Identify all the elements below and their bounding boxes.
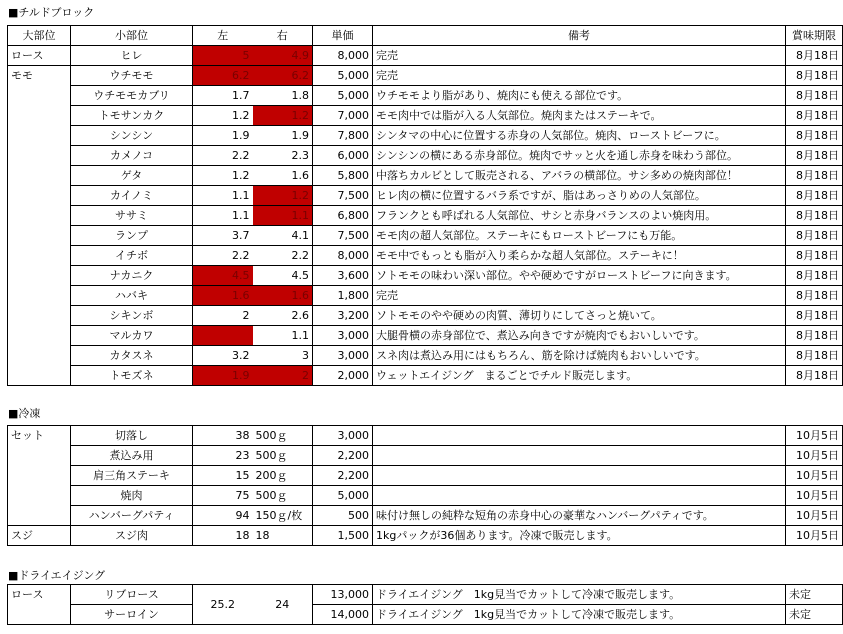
expiry-cell: 未定	[786, 605, 843, 625]
minor-part-cell: シキンボ	[71, 306, 193, 326]
major-part-cell: セット	[8, 426, 71, 446]
pack-size-cell: 150ｇ/枚	[253, 506, 313, 526]
chilled-section-title: ■チルドブロック	[8, 6, 95, 19]
chilled-table	[7, 25, 843, 386]
unit-price-cell: 2,200	[313, 446, 373, 466]
left-weight-cell	[193, 326, 253, 346]
minor-part-cell: トモズネ	[71, 366, 193, 386]
right-weight-cell: 1.8	[253, 86, 313, 106]
left-weight-cell: 1.2	[193, 166, 253, 186]
pack-size-cell: 18	[253, 526, 313, 546]
unit-price-cell: 500	[313, 506, 373, 526]
pack-size-cell: 500ｇ	[253, 446, 313, 466]
expiry-cell: 8月18日	[786, 66, 843, 86]
left-weight-cell: 2.2	[193, 146, 253, 166]
header-major: 大部位	[8, 26, 71, 46]
count-cell: 94	[193, 506, 253, 526]
notes-cell	[373, 426, 786, 446]
minor-part-cell: トモサンカク	[71, 106, 193, 126]
notes-cell: 完売	[373, 66, 786, 86]
right-weight-cell: 4.1	[253, 226, 313, 246]
major-part-cell	[8, 266, 71, 286]
header-expiry: 賞味期限	[786, 26, 843, 46]
table-row	[8, 66, 843, 86]
notes-cell: ウチモモより脂があり、焼肉にも使える部位です。	[373, 86, 786, 106]
expiry-cell: 8月18日	[786, 246, 843, 266]
header-minor: 小部位	[71, 26, 193, 46]
expiry-cell: 8月18日	[786, 166, 843, 186]
notes-cell: フランクとも呼ばれる人気部位、サシと赤身バランスのよい焼肉用。	[373, 206, 786, 226]
notes-cell: ドライエイジング 1kg見当でカットして冷凍で販売します。	[373, 605, 786, 625]
unit-price-cell: 3,200	[313, 306, 373, 326]
expiry-cell: 8月18日	[786, 306, 843, 326]
minor-part-cell: ハバキ	[71, 286, 193, 306]
pack-size-cell: 500ｇ	[253, 426, 313, 446]
table-row	[8, 366, 843, 386]
major-part-cell	[8, 286, 71, 306]
table-row	[8, 605, 843, 625]
right-weight-cell: 2.6	[253, 306, 313, 326]
dry-table	[7, 584, 843, 625]
major-part-cell	[8, 346, 71, 366]
table-row	[8, 326, 843, 346]
notes-cell: 大腿骨横の赤身部位で、煮込み向きですが焼肉でもおいしいです。	[373, 326, 786, 346]
major-part-cell	[8, 106, 71, 126]
notes-cell: ヒレ肉の横に位置するバラ系ですが、脂はあっさりめの人気部位。	[373, 186, 786, 206]
right-weight-cell: 4.9	[253, 46, 313, 66]
table-row	[8, 426, 843, 446]
unit-price-cell: 5,000	[313, 66, 373, 86]
right-weight-cell: 1.1	[253, 206, 313, 226]
table-row	[8, 226, 843, 246]
major-part-cell	[8, 486, 71, 506]
minor-part-cell: サーロイン	[71, 605, 193, 625]
unit-price-cell: 1,800	[313, 286, 373, 306]
unit-price-cell: 7,800	[313, 126, 373, 146]
left-weight-cell: 2.2	[193, 246, 253, 266]
table-row	[8, 46, 843, 66]
minor-part-cell: カメノコ	[71, 146, 193, 166]
minor-part-cell: ゲタ	[71, 166, 193, 186]
minor-part-cell: 煮込み用	[71, 446, 193, 466]
major-part-cell	[8, 86, 71, 106]
major-part-cell	[8, 605, 71, 625]
header-right: 右	[253, 26, 313, 46]
minor-part-cell: 肩三角ステーキ	[71, 466, 193, 486]
right-weight-cell: 2.3	[253, 146, 313, 166]
table-row	[8, 286, 843, 306]
notes-cell	[373, 466, 786, 486]
left-weight-cell: 3.2	[193, 346, 253, 366]
unit-price-cell: 13,000	[313, 585, 373, 605]
major-part-cell	[8, 466, 71, 486]
table-row	[8, 86, 843, 106]
minor-part-cell: スジ肉	[71, 526, 193, 546]
minor-part-cell: イチボ	[71, 246, 193, 266]
notes-cell: ソトモモの味わい深い部位。やや硬めですがローストビーフに向きます。	[373, 266, 786, 286]
expiry-cell: 8月18日	[786, 126, 843, 146]
minor-part-cell: ウチモモ	[71, 66, 193, 86]
table-row	[8, 585, 843, 605]
right-weight-cell: 1.6	[253, 286, 313, 306]
major-part-cell	[8, 246, 71, 266]
left-weight-cell: 3.7	[193, 226, 253, 246]
notes-cell: 味付け無しの純粋な短角の赤身中心の豪華なハンバーグパティです。	[373, 506, 786, 526]
table-row	[8, 146, 843, 166]
dry-section-title: ■ドライエイジング	[8, 569, 106, 582]
expiry-cell: 8月18日	[786, 326, 843, 346]
right-weight-cell: 3	[253, 346, 313, 366]
left-weight-cell: 1.9	[193, 126, 253, 146]
table-row	[8, 166, 843, 186]
major-part-cell	[8, 146, 71, 166]
notes-cell: ウェットエイジング まるごとでチルド販売します。	[373, 366, 786, 386]
expiry-cell: 10月5日	[786, 446, 843, 466]
right-weight-cell: 1.9	[253, 126, 313, 146]
table-row	[8, 126, 843, 146]
major-part-cell	[8, 306, 71, 326]
notes-cell: 完売	[373, 286, 786, 306]
left-weight-cell: 1.7	[193, 86, 253, 106]
table-row	[8, 446, 843, 466]
minor-part-cell: シンシン	[71, 126, 193, 146]
major-part-cell	[8, 366, 71, 386]
left-weight-cell: 1.1	[193, 206, 253, 226]
notes-cell: シンタマの中心に位置する赤身の人気部位。焼肉、ローストビーフに。	[373, 126, 786, 146]
unit-price-cell: 2,000	[313, 366, 373, 386]
unit-price-cell: 6,800	[313, 206, 373, 226]
header-notes: 備考	[373, 26, 786, 46]
left-weight-cell: 1.6	[193, 286, 253, 306]
count-cell: 15	[193, 466, 253, 486]
minor-part-cell: ナカニク	[71, 266, 193, 286]
expiry-cell: 8月18日	[786, 226, 843, 246]
unit-price-cell: 1,500	[313, 526, 373, 546]
count-cell: 75	[193, 486, 253, 506]
notes-cell: ドライエイジング 1kg見当でカットして冷凍で販売します。	[373, 585, 786, 605]
major-part-cell	[8, 506, 71, 526]
expiry-cell: 8月18日	[786, 106, 843, 126]
unit-price-cell: 3,000	[313, 326, 373, 346]
left-weight-cell: 2	[193, 306, 253, 326]
unit-price-cell: 3,000	[313, 346, 373, 366]
unit-price-cell: 3,600	[313, 266, 373, 286]
table-row	[8, 186, 843, 206]
minor-part-cell: ランプ	[71, 226, 193, 246]
expiry-cell: 10月5日	[786, 506, 843, 526]
left-weight-cell: 1.1	[193, 186, 253, 206]
unit-price-cell: 7,500	[313, 186, 373, 206]
table-header-row	[8, 26, 843, 46]
count-cell: 18	[193, 526, 253, 546]
right-weight-cell: 6.2	[253, 66, 313, 86]
right-weight-cell: 1.2	[253, 106, 313, 126]
minor-part-cell: 焼肉	[71, 486, 193, 506]
major-part-cell: モモ	[8, 66, 71, 86]
header-price: 単価	[313, 26, 373, 46]
unit-price-cell: 5,000	[313, 486, 373, 506]
minor-part-cell: カタスネ	[71, 346, 193, 366]
frozen-table	[7, 425, 843, 546]
expiry-cell: 未定	[786, 585, 843, 605]
frozen-section-title: ■冷凍	[8, 407, 41, 420]
major-part-cell	[8, 226, 71, 246]
notes-cell: 完売	[373, 46, 786, 66]
expiry-cell: 10月5日	[786, 526, 843, 546]
unit-price-cell: 8,000	[313, 246, 373, 266]
right-weight-cell: 2	[253, 366, 313, 386]
table-row	[8, 206, 843, 226]
notes-cell: スネ肉は煮込み用にはもちろん、筋を除けば焼肉もおいしいです。	[373, 346, 786, 366]
expiry-cell: 10月5日	[786, 426, 843, 446]
table-row	[8, 486, 843, 506]
right-weight-cell: 2.2	[253, 246, 313, 266]
count-cell: 38	[193, 426, 253, 446]
notes-cell: 中落ちカルビとして販売される、アバラの横部位。サシ多めの焼肉部位！	[373, 166, 786, 186]
left-weight-cell: 1.9	[193, 366, 253, 386]
minor-part-cell: ウチモモカブリ	[71, 86, 193, 106]
major-part-cell	[8, 326, 71, 346]
table-row	[8, 106, 843, 126]
unit-price-cell: 5,800	[313, 166, 373, 186]
unit-price-cell: 8,000	[313, 46, 373, 66]
expiry-cell: 8月18日	[786, 86, 843, 106]
notes-cell: モモ肉中では脂が入る人気部位。焼肉またはステーキで。	[373, 106, 786, 126]
expiry-cell: 8月18日	[786, 286, 843, 306]
major-part-cell: ロース	[8, 585, 71, 605]
minor-part-cell: ヒレ	[71, 46, 193, 66]
expiry-cell: 10月5日	[786, 466, 843, 486]
minor-part-cell: マルカワ	[71, 326, 193, 346]
unit-price-cell: 7,000	[313, 106, 373, 126]
right-weight-cell: 24	[253, 585, 313, 625]
right-weight-cell: 1.2	[253, 186, 313, 206]
notes-cell	[373, 486, 786, 506]
table-row	[8, 506, 843, 526]
expiry-cell: 10月5日	[786, 486, 843, 506]
major-part-cell	[8, 166, 71, 186]
expiry-cell: 8月18日	[786, 266, 843, 286]
left-weight-cell: 25.2	[193, 585, 253, 625]
expiry-cell: 8月18日	[786, 346, 843, 366]
expiry-cell: 8月18日	[786, 366, 843, 386]
left-weight-cell: 6.2	[193, 66, 253, 86]
table-row	[8, 466, 843, 486]
major-part-cell	[8, 446, 71, 466]
left-weight-cell: 5	[193, 46, 253, 66]
table-row	[8, 346, 843, 366]
unit-price-cell: 6,000	[313, 146, 373, 166]
minor-part-cell: ハンバーグパティ	[71, 506, 193, 526]
major-part-cell	[8, 206, 71, 226]
major-part-cell	[8, 126, 71, 146]
minor-part-cell: カイノミ	[71, 186, 193, 206]
pack-size-cell: 200ｇ	[253, 466, 313, 486]
right-weight-cell: 1.1	[253, 326, 313, 346]
header-left: 左	[193, 26, 253, 46]
pack-size-cell: 500ｇ	[253, 486, 313, 506]
expiry-cell: 8月18日	[786, 206, 843, 226]
expiry-cell: 8月18日	[786, 146, 843, 166]
table-row	[8, 266, 843, 286]
left-weight-cell: 4.5	[193, 266, 253, 286]
unit-price-cell: 7,500	[313, 226, 373, 246]
minor-part-cell: リブロース	[71, 585, 193, 605]
count-cell: 23	[193, 446, 253, 466]
minor-part-cell: ササミ	[71, 206, 193, 226]
unit-price-cell: 2,200	[313, 466, 373, 486]
notes-cell: モモ中でもっとも脂が入り柔らかな超人気部位。ステーキに！	[373, 246, 786, 266]
notes-cell: シンシンの横にある赤身部位。焼肉でサッと火を通し赤身を味わう部位。	[373, 146, 786, 166]
right-weight-cell: 4.5	[253, 266, 313, 286]
notes-cell	[373, 446, 786, 466]
notes-cell: 1kgパックが36個あります。冷凍で販売します。	[373, 526, 786, 546]
unit-price-cell: 5,000	[313, 86, 373, 106]
expiry-cell: 8月18日	[786, 46, 843, 66]
table-row	[8, 246, 843, 266]
left-weight-cell: 1.2	[193, 106, 253, 126]
right-weight-cell: 1.6	[253, 166, 313, 186]
notes-cell: モモ肉の超人気部位。ステーキにもローストビーフにも万能。	[373, 226, 786, 246]
unit-price-cell: 14,000	[313, 605, 373, 625]
major-part-cell: ロース	[8, 46, 71, 66]
major-part-cell	[8, 186, 71, 206]
expiry-cell: 8月18日	[786, 186, 843, 206]
table-row	[8, 526, 843, 546]
notes-cell: ソトモモのやや硬めの肉質、薄切りにしてさっと焼いて。	[373, 306, 786, 326]
major-part-cell: スジ	[8, 526, 71, 546]
unit-price-cell: 3,000	[313, 426, 373, 446]
table-row	[8, 306, 843, 326]
minor-part-cell: 切落し	[71, 426, 193, 446]
